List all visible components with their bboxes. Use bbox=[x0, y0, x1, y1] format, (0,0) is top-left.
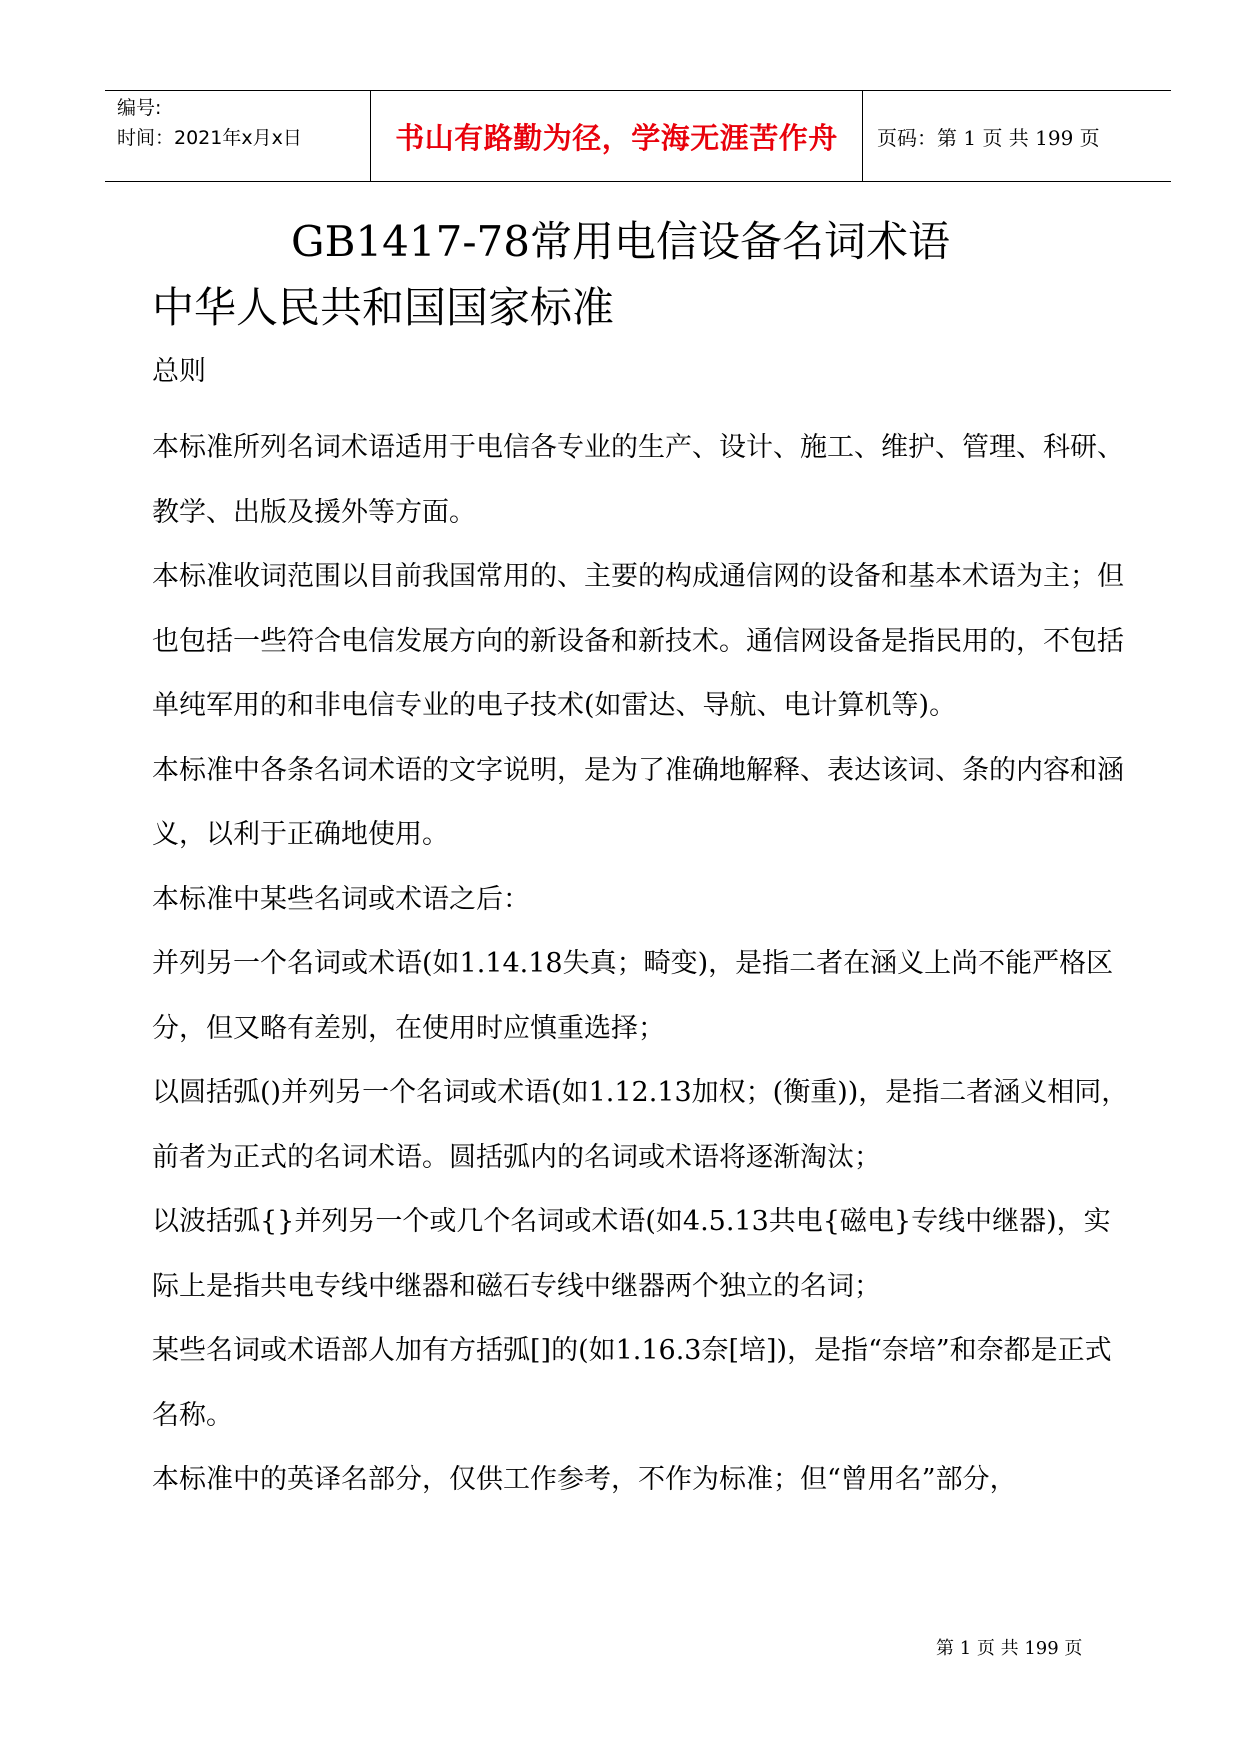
document-header bbox=[105, 90, 1171, 182]
document-title: GB1417-78常用电信设备名词术语 bbox=[291, 217, 950, 266]
doc-number-label: 编号: bbox=[117, 97, 162, 119]
header-motto: 书山有路勤为径，学海无涯苦作舟 bbox=[395, 120, 838, 155]
body-paragraph: 本标准收词范围以目前我国常用的、主要的构成通信网的设备和基本术语为主；但也包括一些符合电信发展方向的新设备和新技术。通信网设备是指民用的，不包括单纯军用的和非电信专业的电子技术(如雷达、导航、电计算机等)。 bbox=[152, 561, 1124, 721]
time-label: 时间：2021年x月x日 bbox=[117, 127, 302, 149]
body-paragraph: 以波括弧{}并列另一个或几个名词或术语(如4.5.13共电{磁电}专线中继器)，实际上是指共电专线中继器和磁石专线中继器两个独立的名词； bbox=[152, 1206, 1111, 1302]
header-motto-cell bbox=[371, 91, 863, 181]
document-body bbox=[152, 416, 1132, 1513]
body-paragraph: 本标准中各条名词术语的文字说明，是为了准确地解释、表达该词、条的内容和涵义，以利于正确地使用。 bbox=[152, 754, 1124, 850]
body-paragraph: 以圆括弧()并列另一个名词或术语(如1.12.13加权；(衡重))，是指二者涵义相同，前者为正式的名词术语。圆括弧内的名词或术语将逐渐淘汰； bbox=[152, 1077, 1129, 1173]
body-paragraph: 本标准中某些名词或术语之后： bbox=[152, 883, 530, 915]
document-subtitle: 中华人民共和国国家标准 bbox=[152, 283, 615, 332]
body-paragraph: 本标准中的英译名部分，仅供工作参考，不作为标准；但“曾用名”部分， bbox=[152, 1464, 1017, 1495]
section-heading: 总则 bbox=[152, 356, 206, 387]
header-page-cell bbox=[863, 91, 1171, 181]
header-page-label: 页码：第 1 页 共 199 页 bbox=[877, 125, 1100, 150]
page-footer: 第 1 页 共 199 页 bbox=[936, 1638, 1083, 1659]
body-paragraph: 并列另一个名词或术语(如1.14.18失真；畸变)，是指二者在涵义上尚不能严格区分，但又略有差别，在使用时应慎重选择； bbox=[152, 948, 1114, 1044]
body-paragraph: 某些名词或术语部人加有方括弧[]的(如1.16.3奈[培])，是指“奈培”和奈都是正式名称。 bbox=[152, 1335, 1112, 1431]
body-paragraph: 本标准所列名词术语适用于电信各专业的生产、设计、施工、维护、管理、科研、教学、出版及援外等方面。 bbox=[152, 432, 1124, 528]
header-meta bbox=[105, 91, 371, 181]
